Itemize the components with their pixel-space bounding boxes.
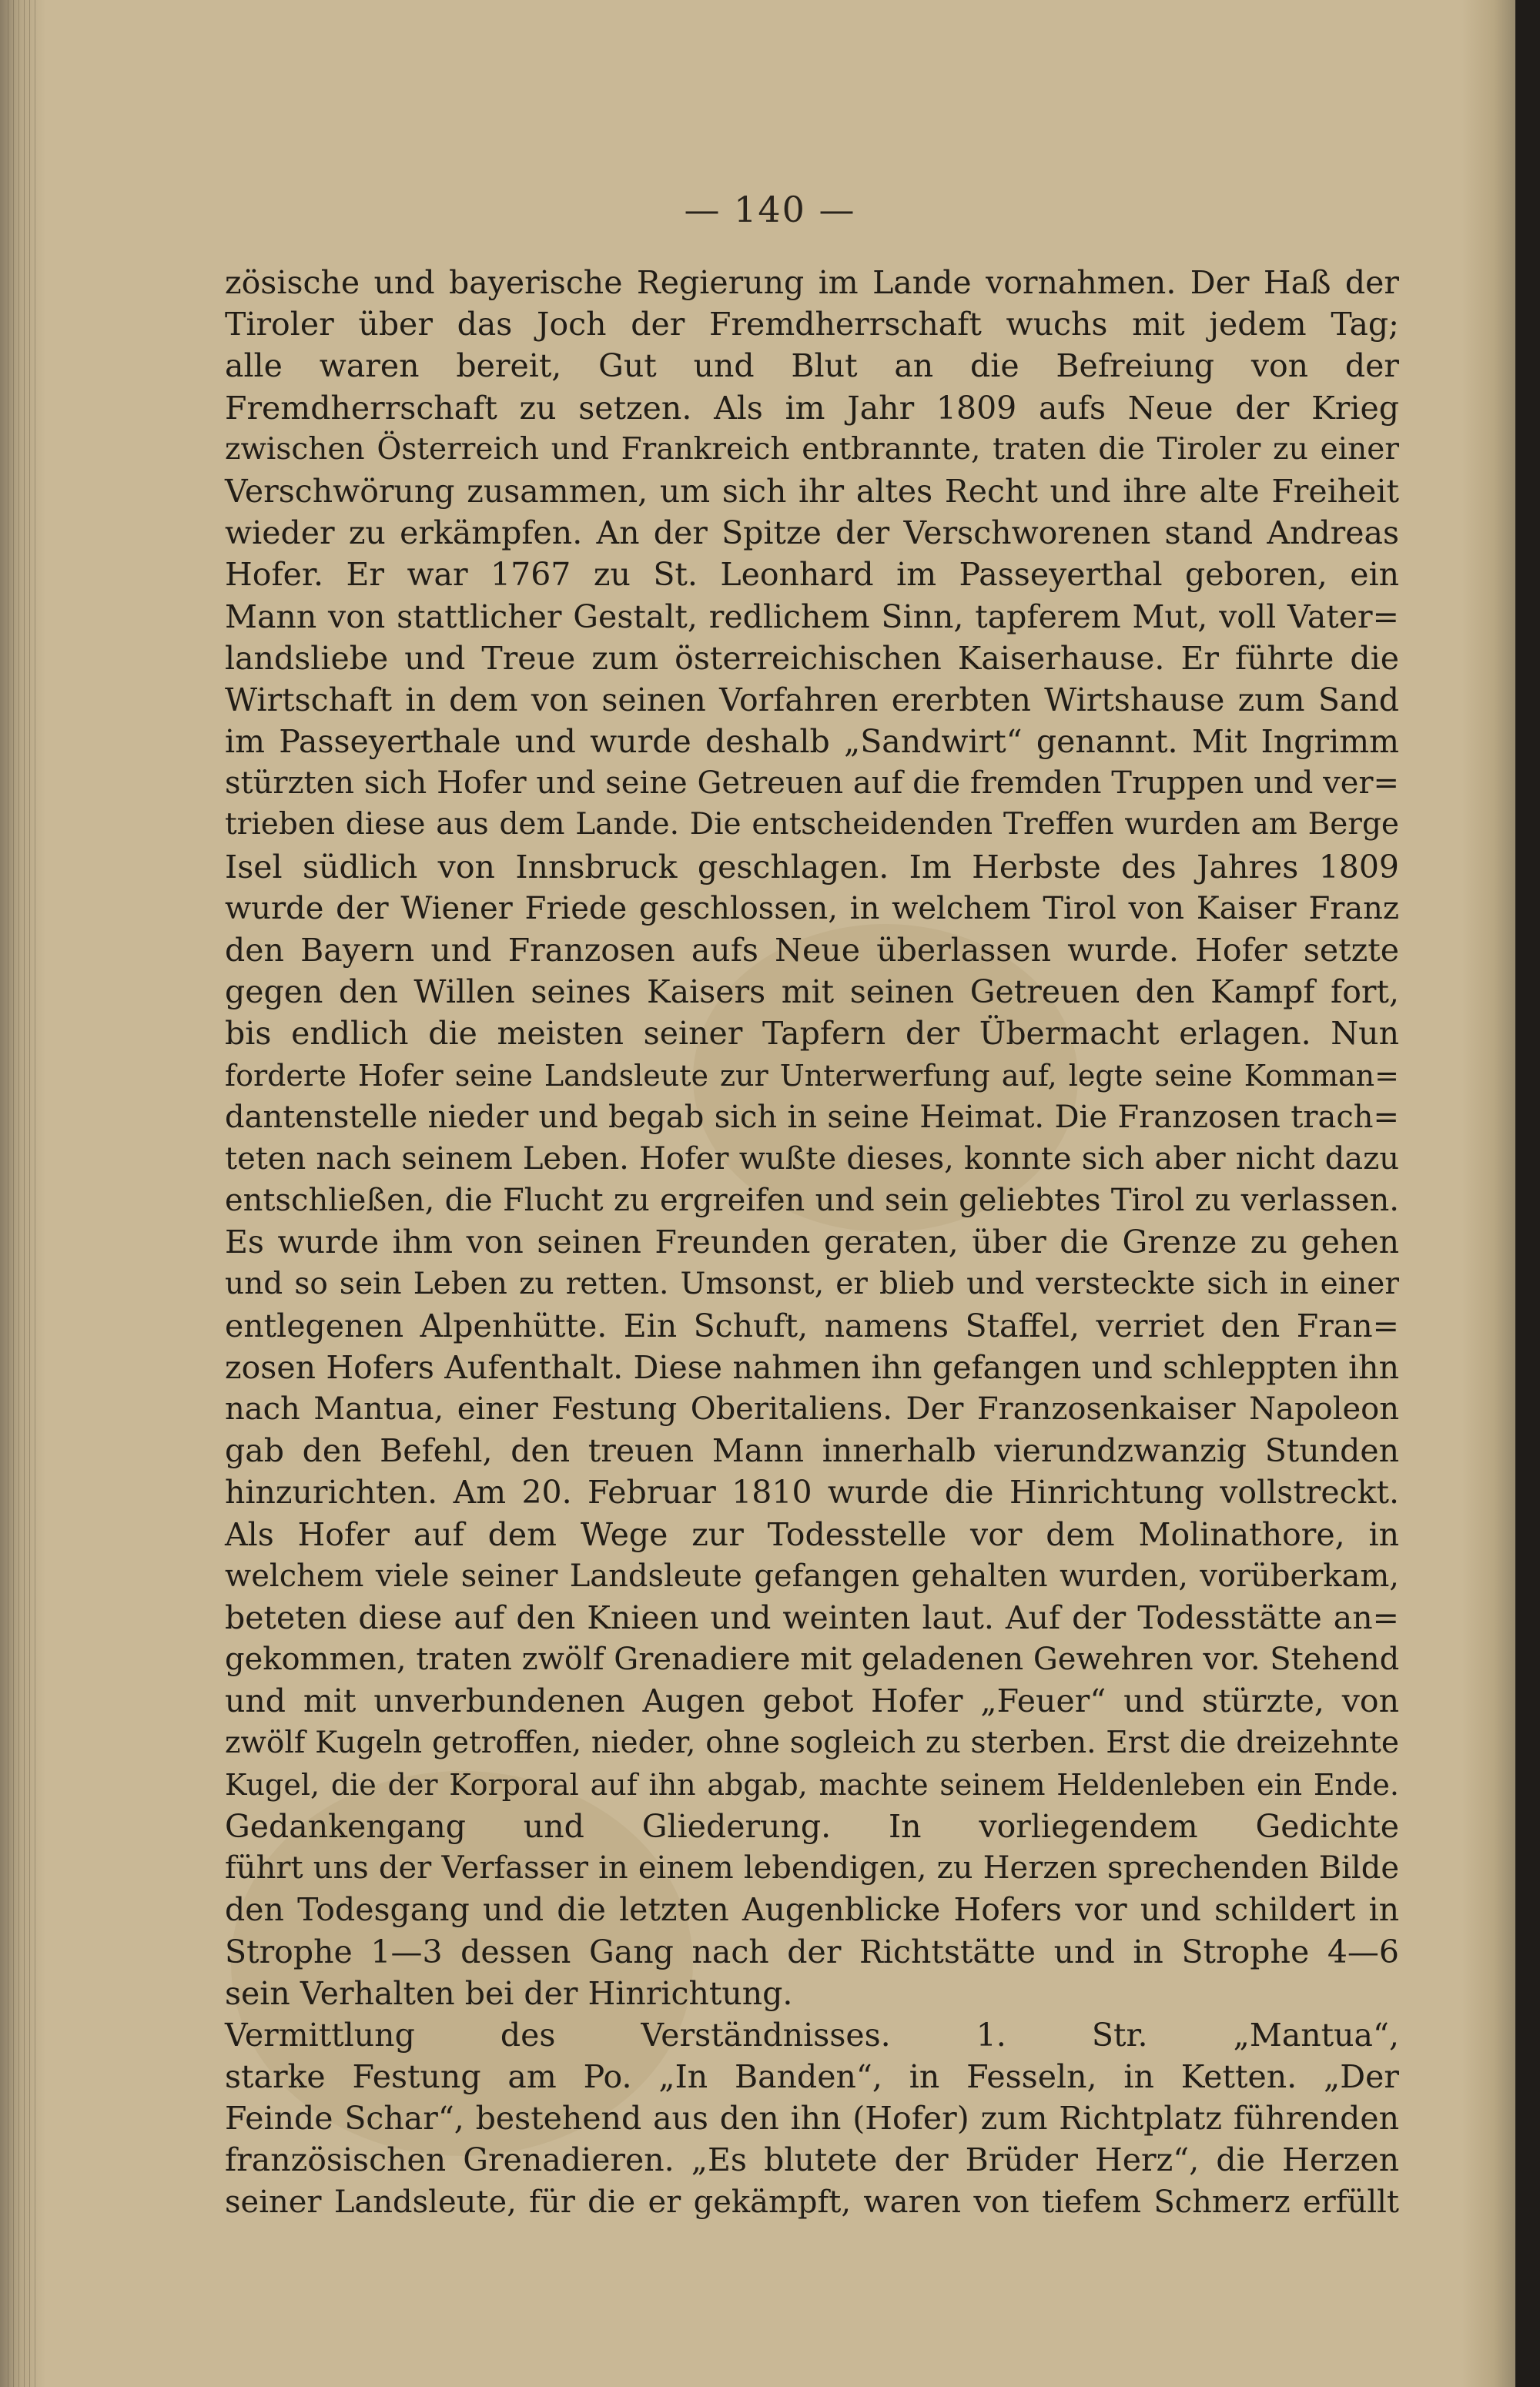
text-line: Mann von stattlicher Gestalt, redlichem Sinn, tapferem Mut, voll Vater= (225, 598, 1399, 635)
text-line: landsliebe und Treue zum österreichischen Kaiserhause. Er führte die (225, 639, 1399, 677)
text-line: Gedankengang und Gliederung. In vorliegendem Gedichte (225, 1807, 1399, 1845)
text-line: führt uns der Verfasser in einem lebendigen, zu Herzen sprechenden Bilde (225, 1850, 1399, 1886)
text-line: den Todesgang und die letzten Augenblicke Hofers vor und schildert in (225, 1891, 1399, 1929)
text-line: Verschwörung zusammen, um sich ihr altes Recht und ihre alte Freiheit (225, 472, 1399, 510)
text-line: wieder zu erkämpfen. An der Spitze der Verschworenen stand Andreas (225, 514, 1399, 552)
text-line: und so sein Leben zu retten. Umsonst, er blieb und versteckte sich in einer (225, 1266, 1399, 1301)
text-line: seiner Landsleute, für die er gekämpft, waren von tiefem Schmerz erfüllt (225, 2184, 1399, 2220)
text-line: stürzten sich Hofer und seine Getreuen auf die fremden Truppen und ver= (225, 765, 1399, 802)
text-line: im Passeyerthale und wurde deshalb „Sandwirt“ genannt. Mit Ingrimm (225, 723, 1399, 761)
text-line: zosen Hofers Aufenthalt. Diese nahmen ihn gefangen und schleppten ihn (225, 1348, 1399, 1386)
text-line: beteten diese auf den Knieen und weinten laut. Auf der Todesstätte an= (225, 1599, 1399, 1636)
scan-border (1515, 0, 1540, 2387)
text-line: Tiroler über das Joch der Fremdherrschaft wuchs mit jedem Tag; (225, 306, 1399, 343)
text-line: den Bayern und Franzosen aufs Neue überlassen wurde. Hofer setzte (225, 932, 1399, 969)
text-line: starke Festung am Po. „In Banden“, in Fesseln, in Ketten. „Der (225, 2058, 1399, 2096)
text-line: Als Hofer auf dem Wege zur Todesstelle vor dem Molinathore, in (225, 1515, 1399, 1553)
text-line: nach Mantua, einer Festung Oberitaliens. Der Franzosenkaiser Napoleon (225, 1391, 1399, 1428)
text-line: entlegenen Alpenhütte. Ein Schuft, namens Staffel, verriet den Fran= (225, 1307, 1399, 1344)
text-line: gab den Befehl, den treuen Mann innerhalb vierundzwanzig Stunden (225, 1432, 1399, 1470)
text-line: Fremdherrschaft zu setzen. Als im Jahr 1809 aufs Neue der Krieg (225, 389, 1399, 427)
binding-edge-lines (8, 0, 35, 2387)
text-line: französischen Grenadieren. „Es blutete der Brüder Herz“, die Herzen (225, 2141, 1399, 2179)
text-line: sein Verhalten bei der Hinrichtung. (225, 1974, 793, 2012)
text-line: alle waren bereit, Gut und Blut an die Befreiung von der (225, 347, 1399, 385)
text-line: zösische und bayerische Regierung im Lande vornahmen. Der Haß der (225, 264, 1399, 301)
text-line: wurde der Wiener Friede geschlossen, in welchem Tirol von Kaiser Franz (225, 890, 1399, 926)
text-line: Strophe 1—3 dessen Gang nach der Richtstätte und in Strophe 4—6 (225, 1933, 1399, 1970)
text-line: Kugel, die der Korporal auf ihn abgab, machte seinem Heldenleben ein Ende. (225, 1767, 1399, 1802)
text-line: dantenstelle nieder und begab sich in seine Heimat. Die Franzosen trach= (225, 1099, 1399, 1135)
text-line: bis endlich die meisten seiner Tapfern der Übermacht erlagen. Nun (225, 1015, 1399, 1053)
text-line: trieben diese aus dem Lande. Die entscheidenden Treffen wurden am Berge (225, 807, 1399, 842)
body-text (225, 262, 1399, 2223)
text-line: gekommen, traten zwölf Grenadiere mit geladenen Gewehren vor. Stehend (225, 1642, 1400, 1678)
text-line: zwischen Österreich und Frankreich entbrannte, traten die Tiroler zu einer (225, 431, 1399, 467)
text-line: Vermittlung des Verständnisses. 1. Str. „Mantua“, (225, 2016, 1399, 2054)
text-line: zwölf Kugeln getroffen, nieder, ohne sogleich zu sterben. Erst die dreizehnte (225, 1725, 1399, 1760)
text-line: Wirtschaft in dem von seinen Vorfahren ererbten Wirtshause zum Sand (225, 681, 1399, 718)
text-line: gegen den Willen seines Kaisers mit seinen Getreuen den Kampf fort, (225, 973, 1399, 1011)
page-right-edge (1461, 0, 1515, 2387)
text-line: und mit unverbundenen Augen gebot Hofer „Feuer“ und stürzte, von (225, 1682, 1399, 1720)
text-line: Feinde Schar“, bestehend aus den ihn (Hofer) zum Richtplatz führenden (225, 2100, 1399, 2138)
text-line: Es wurde ihm von seinen Freunden geraten, über die Grenze zu gehen (225, 1224, 1399, 1261)
text-line: Hofer. Er war 1767 zu St. Leonhard im Passeyerthal geboren, ein (225, 556, 1399, 594)
page-number: — 140 — (684, 189, 856, 230)
text-line: hinzurichten. Am 20. Februar 1810 wurde die Hinrichtung vollstreckt. (225, 1474, 1399, 1512)
text-line: entschließen, die Flucht zu ergreifen und sein geliebtes Tirol zu verlassen. (225, 1183, 1399, 1219)
text-line: forderte Hofer seine Landsleute zur Unterwerfung auf, legte seine Komman= (225, 1058, 1399, 1093)
text-line: Isel südlich von Innsbruck geschlagen. Im Herbste des Jahres 1809 (225, 848, 1399, 886)
text-line: welchem viele seiner Landsleute gefangen gehalten wurden, vorüberkam, (225, 1558, 1399, 1594)
text-line: teten nach seinem Leben. Hofer wußte dieses, konnte sich aber nicht dazu (225, 1140, 1399, 1177)
